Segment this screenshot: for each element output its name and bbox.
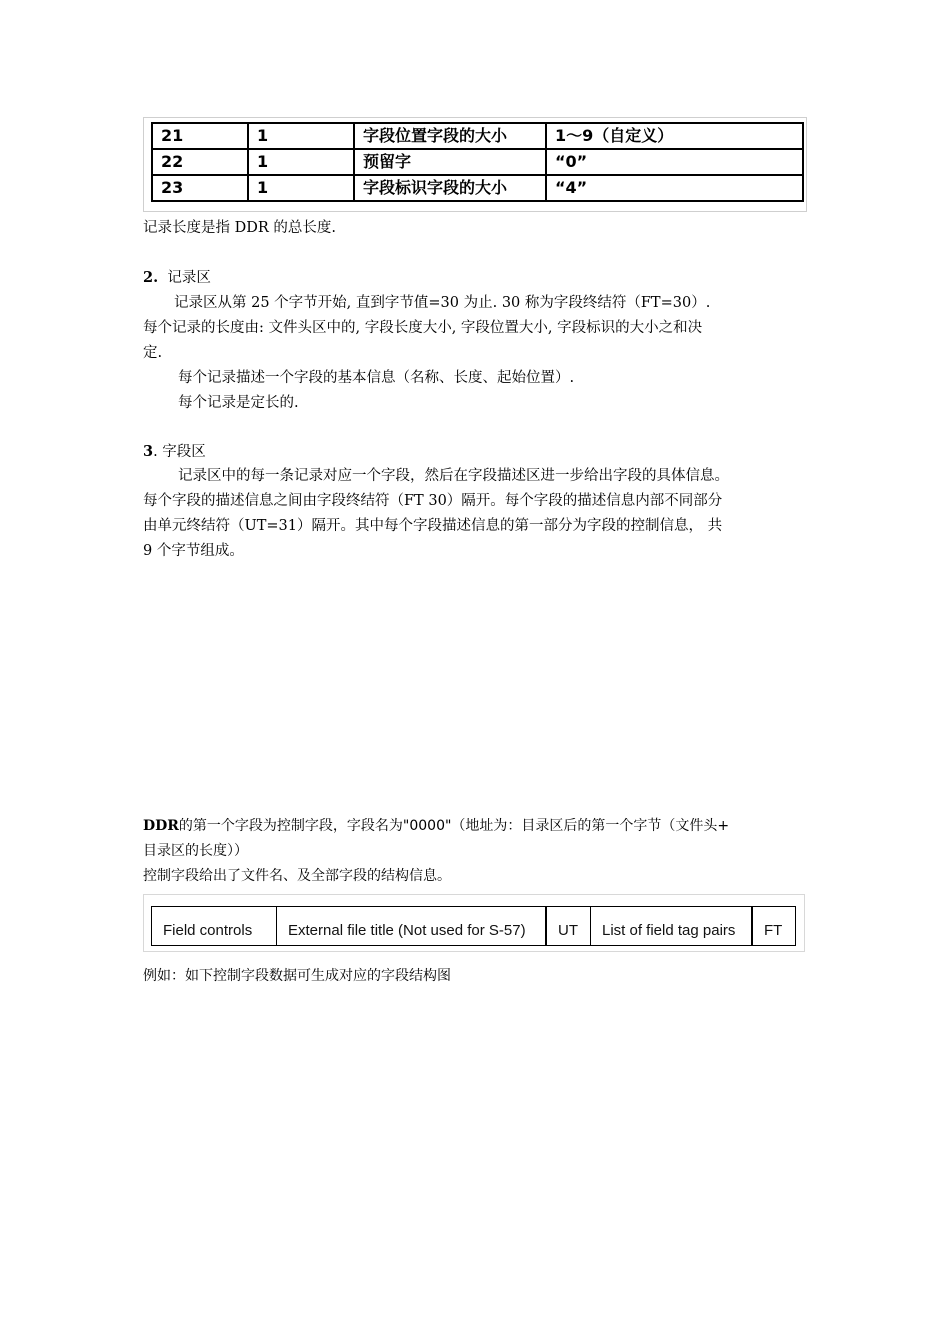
section3-line-1: 记录区中的每一条记录对应一个字段，然后在字段描述区进一步给出字段的具体信息。 [178, 468, 729, 484]
field-size-table-image [143, 117, 807, 212]
table-row [152, 149, 803, 175]
section3-line-2: 每个字段的描述信息之间由字段终结符（FT 30）隔开。每个字段的描述信息内部不同部分 [143, 493, 723, 509]
diagram-cell-ft: FT [764, 922, 783, 939]
diagram-cell-field-controls: Field controls [152, 907, 277, 945]
table-cell: 22 [152, 149, 248, 175]
ddr-line-1 [143, 816, 729, 836]
section3-number: 3 [143, 443, 154, 460]
section3-line-3: 由单元终结符（UT=31）隔开。其中每个字段描述信息的第一部分为字段的控制信息， 共 [143, 518, 723, 534]
section3-title: . 字段区 [153, 444, 206, 460]
section2-paragraph-4: 每个记录是定长的. [178, 395, 299, 411]
table-cell: “4” [546, 175, 803, 201]
control-field-description: 控制字段给出了文件名、及全部字段的结构信息。 [143, 868, 451, 884]
table-cell: 23 [152, 175, 248, 201]
table-row [152, 123, 803, 149]
table-cell: 预留字 [354, 149, 546, 175]
control-field-cells [151, 906, 796, 946]
table-cell: 字段标识字段的大小 [354, 175, 546, 201]
table-cell: 21 [152, 123, 248, 149]
table-cell: 1 [248, 175, 354, 201]
record-length-note: 记录长度是指 DDR 的总长度. [143, 220, 336, 236]
section3-line-4: 9 个字节组成。 [143, 543, 244, 559]
section2-paragraph-1: 记录区从第 25 个字节开始, 直到字节值=30 为止. 30 称为字段终结符（FT=30）. [174, 295, 711, 311]
field-size-table [151, 122, 804, 202]
table-cell: 1 [248, 149, 354, 175]
section2-paragraph-2-line-2: 定. [143, 345, 163, 361]
section2-title: 记录区 [167, 270, 211, 286]
table-row [152, 175, 803, 201]
ddr-bold: DDR [143, 818, 179, 834]
section3-heading [143, 442, 206, 462]
diagram-cell-ut: UT [547, 907, 591, 945]
table-cell: 字段位置字段的大小 [354, 123, 546, 149]
control-field-structure-diagram [143, 894, 805, 952]
section2-paragraph-3: 每个记录描述一个字段的基本信息（名称、长度、起始位置）. [178, 370, 575, 386]
example-line: 例如：如下控制字段数据可生成对应的字段结构图 [143, 968, 451, 984]
table-cell: “0” [546, 149, 803, 175]
section2-paragraph-2-line-1: 每个记录的长度由: 文件头区中的, 字段长度大小, 字段位置大小, 字段标识的大小之和决 [143, 320, 703, 336]
ddr-line-2: 目录区的长度）） [143, 843, 248, 859]
diagram-cell-field-tag-pairs: List of field tag pairs [591, 907, 753, 945]
table-cell: 1 [248, 123, 354, 149]
ddr-line-1-text: 的第一个字段为控制字段，字段名为"0000"（地址为：目录区后的第一个字节（文件头+ [178, 818, 730, 834]
table-cell: 1～9（自定义） [546, 123, 803, 149]
section2-heading [143, 268, 211, 288]
section2-number: 2. [143, 269, 159, 286]
diagram-cell-external-file-title: External file title (Not used for S-57) [277, 907, 547, 945]
